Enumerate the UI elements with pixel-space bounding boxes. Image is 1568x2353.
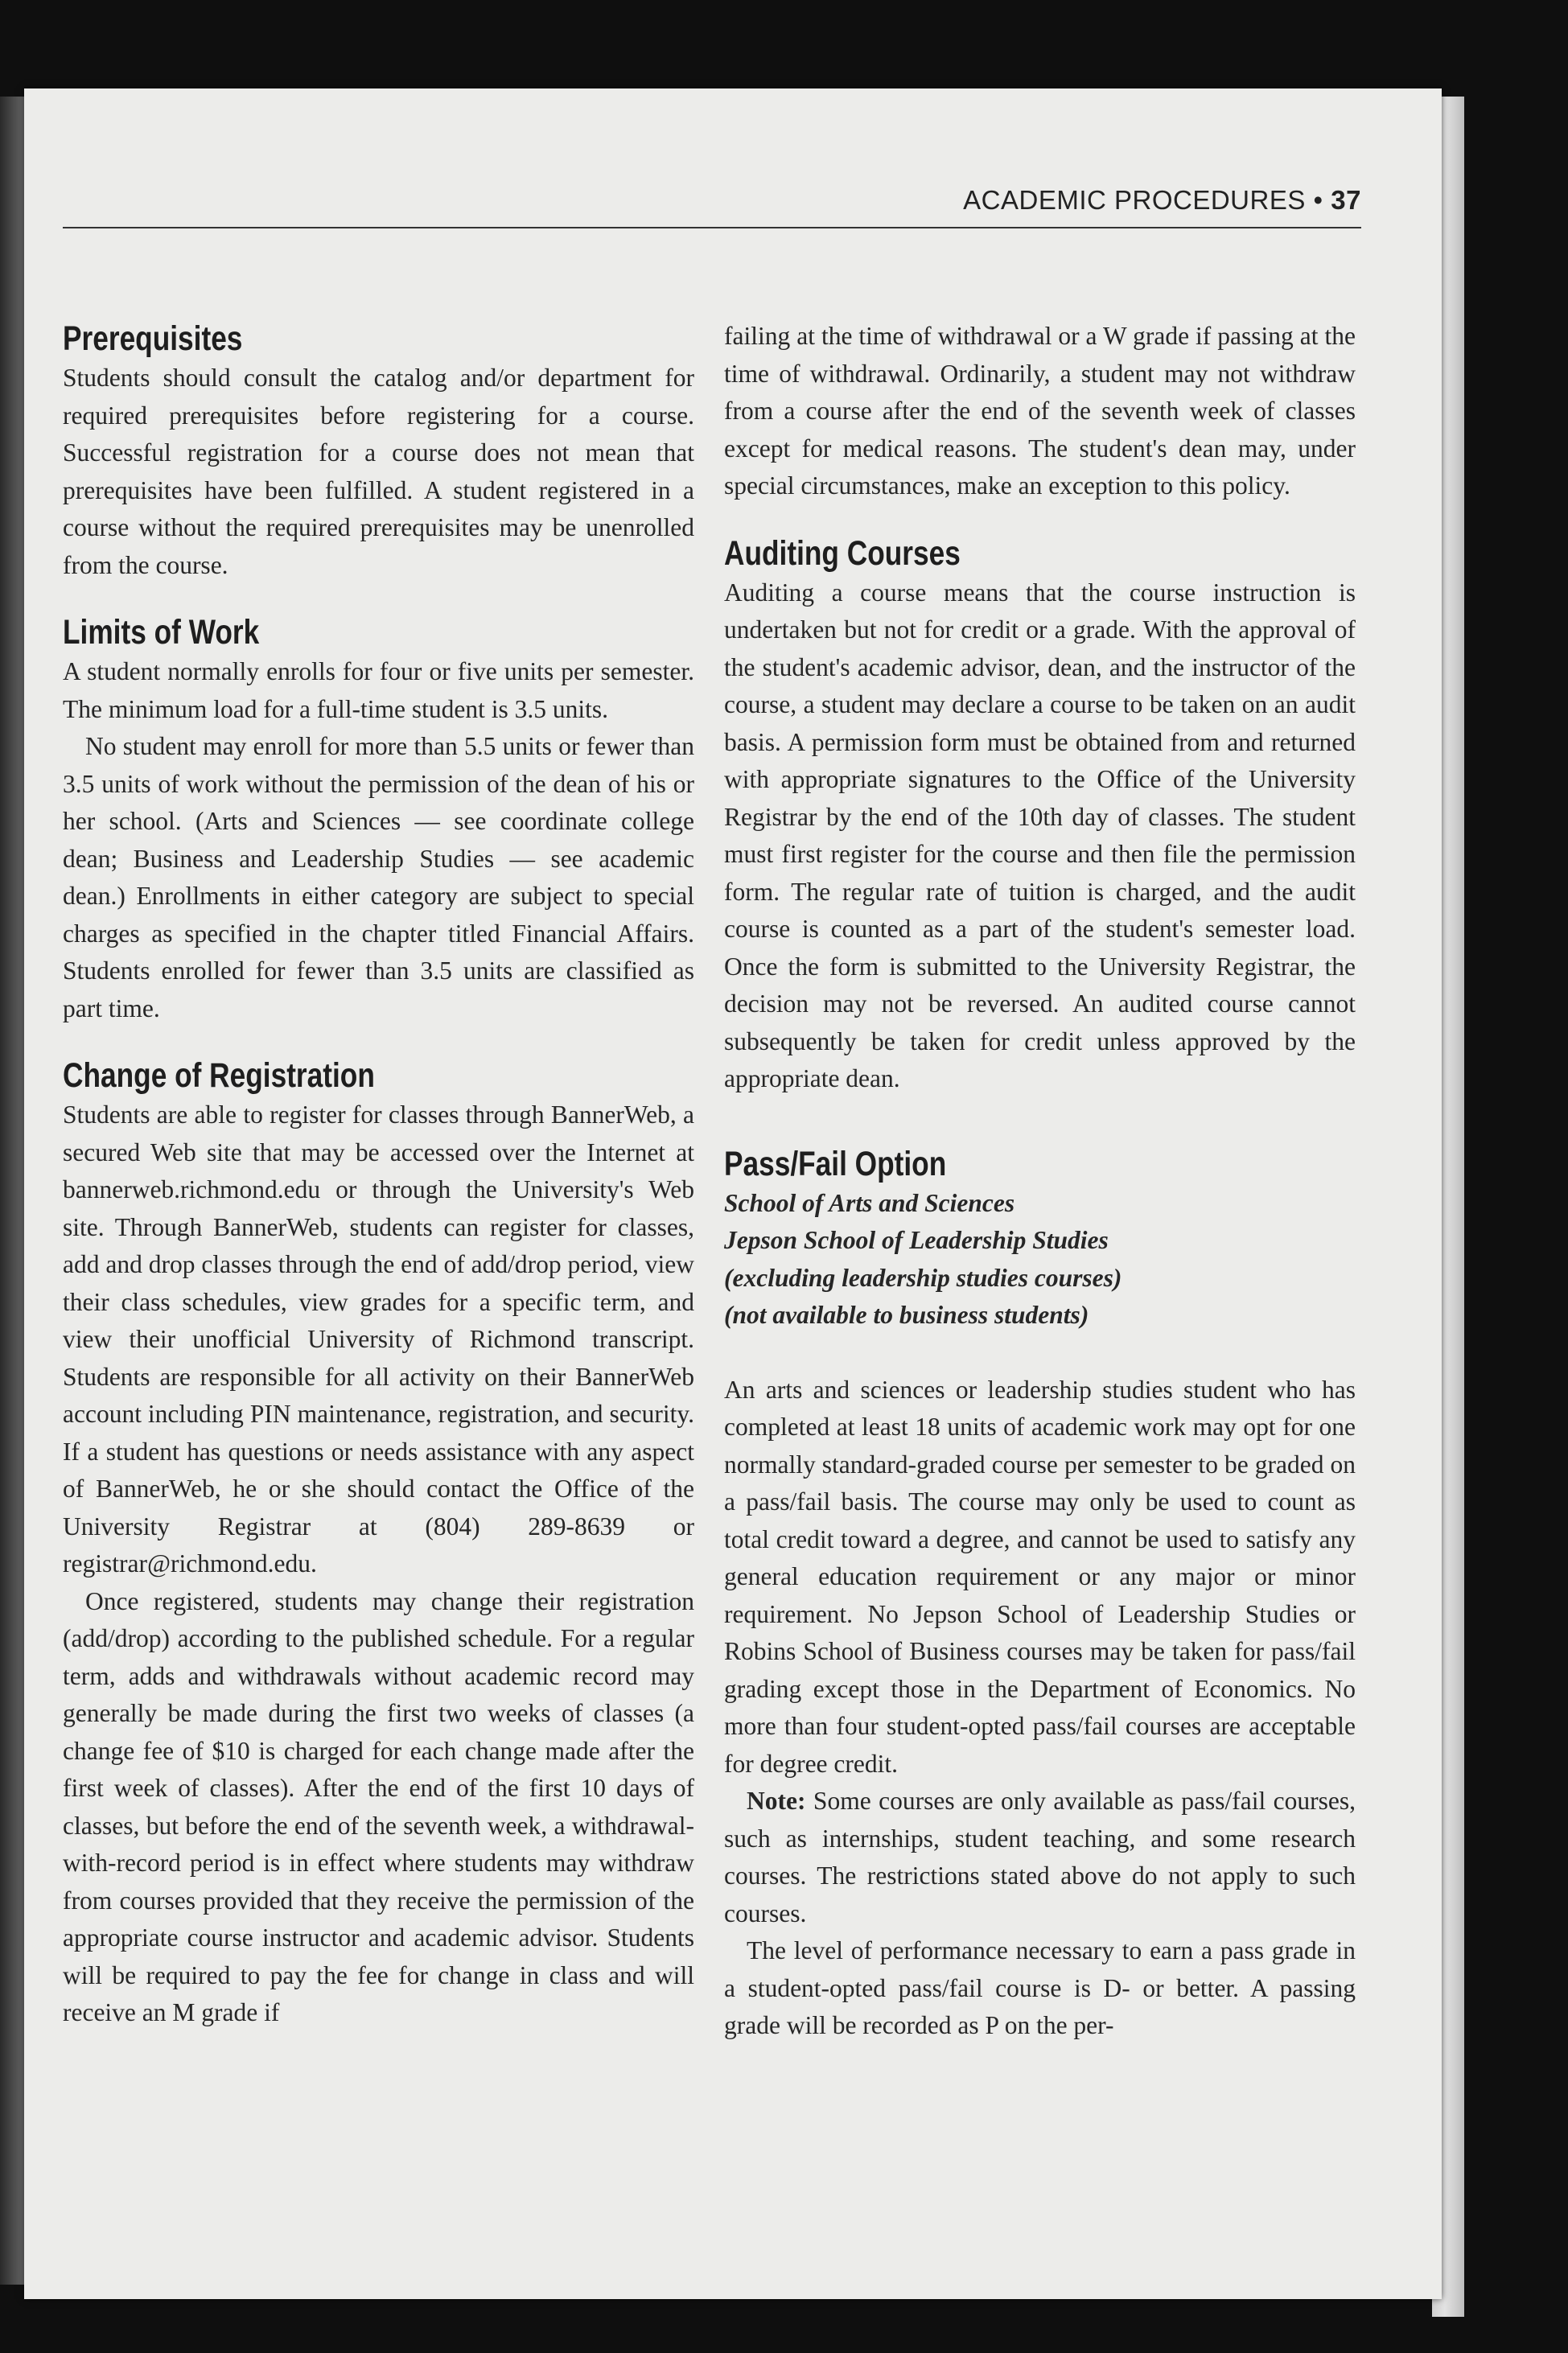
prerequisites-paragraph: Students should consult the catalog and/or department for required prerequisites before registering for a course. Successful registration for a course does not mean that prerequisites have been fulfilled. A student registered in a course without the required prerequisites may be unenrolled from the course. <box>63 364 694 579</box>
note-text: Some courses are only available as pass/fail courses, such as internships, student teaching, and some research courses. The restrictions stated above do not apply to such courses. <box>724 1787 1356 1927</box>
pass-fail-paragraph-3: The level of performance necessary to earn a pass grade in a student-opted pass/fail course is D- or better. A passing grade will be recorded as P on the per- <box>724 1936 1356 2039</box>
heading-auditing-courses: Auditing Courses <box>724 533 961 573</box>
note-label: Note: <box>747 1787 806 1815</box>
subheading-arts-sciences: School of Arts and Sciences <box>724 1188 1015 1217</box>
page-number: 37 <box>1331 185 1361 215</box>
book-page <box>24 88 1442 2299</box>
subheading-jepson: Jepson School of Leadership Studies <box>724 1226 1109 1254</box>
heading-pass-fail-option: Pass/Fail Option <box>724 1144 947 1183</box>
change-paragraph-1: Students are able to register for classes through BannerWeb, a secured Web site that may be accessed over the Internet at bannerweb.richmond.edu or through the University's Web site. Through BannerWeb, students can register for classes, add and drop classes through the end of add/drop period, view their class schedules, view grades for a specific term, and view their unofficial University of Richmond transcript. Students are responsible for all activity on their BannerWeb account including PIN maintenance, registration, and security. If a student has questions or needs assistance with any aspect of BannerWeb, he or she should contact the Office of the University Registrar at (804) 289-8639 or registrar@richmond.edu. <box>63 1100 694 1578</box>
limits-paragraph-2: No student may enroll for more than 5.5 units or fewer than 3.5 units of work without the permission of the dean of his or her school. (Arts and Sciences — see coordinate college dean; Business and Leadership Studies — see academic dean.) Enrollments in either category are subject to special charges as specified in the chapter titled Financial Affairs. Students enrolled for fewer than 3.5 units are classified as part time. <box>63 732 694 1022</box>
pass-fail-note <box>724 1783 1356 1932</box>
pass-fail-paragraph-1: An arts and sciences or leadership studies student who has completed at least 18 units of academic work may opt for one normally standard-graded course per semester to be graded on a pass/fail basis. The course may only be used to count as total credit toward a degree, and cannot be used to satisfy any general education requirement or any major or minor requirement. No Jepson School of Leadership Studies or Robins School of Business courses may be taken for pass/fail grading except those in the Department of Economics. No more than four student-opted pass/fail courses are acceptable for degree credit. <box>724 1375 1356 1778</box>
change-paragraph-2: Once registered, students may change their registration (add/drop) according to the published schedule. For a regular term, adds and withdrawals without academic record may generally be made during the first two weeks of classes (a change fee of $10 is charged for each change made after the first week of classes). After the end of the first 10 days of classes, but before the end of the seventh week, a withdrawal-with-record period is in effect where students may withdraw from courses provided that they receive the permission of the appropriate course instructor and academic advisor. Students will be required to pay the fee for change in class and will receive an M grade if <box>63 1586 694 2026</box>
left-column <box>63 318 694 2032</box>
heading-change-of-registration: Change of Registration <box>63 1056 375 1095</box>
running-head-section: ACADEMIC PROCEDURES <box>963 185 1306 215</box>
heading-limits-of-work: Limits of Work <box>63 613 260 652</box>
heading-prerequisites: Prerequisites <box>63 319 243 358</box>
pass-fail-subheadings <box>724 1185 1356 1335</box>
continuation-paragraph: failing at the time of withdrawal or a W grade if passing at the time of withdrawal. Ordinarily, a student may not withdraw from a course after the end of the seventh week of classes except for medical reasons. The student's dean may, under special circumstances, make an exception to this policy. <box>724 322 1356 500</box>
subheading-not-available: (not available to business students) <box>724 1301 1089 1329</box>
running-head-separator: • <box>1313 185 1323 215</box>
running-head <box>963 185 1361 216</box>
header-rule <box>63 227 1361 228</box>
auditing-paragraph: Auditing a course means that the course instruction is undertaken but not for credit or a grade. With the approval of the student's academic advisor, dean, and the instructor of the course, a student may declare a course to be taken on an audit basis. A permission form must be obtained from and returned with appropriate signatures to the Office of the University Registrar by the end of the 10th day of classes. The student must first register for the course and then file the permission form. The regular rate of tuition is charged, and the audit course is counted as a part of the student's semester load. Once the form is submitted to the University Registrar, the decision may not be reversed. An audited course cannot subsequently be taken for credit unless approved by the appropriate dean. <box>724 578 1356 1092</box>
subheading-excluding: (excluding leadership studies courses) <box>724 1263 1122 1292</box>
right-column <box>724 318 1356 2045</box>
limits-paragraph-1: A student normally enrolls for four or five units per semester. The minimum load for a full-time student is 3.5 units. <box>63 657 694 723</box>
